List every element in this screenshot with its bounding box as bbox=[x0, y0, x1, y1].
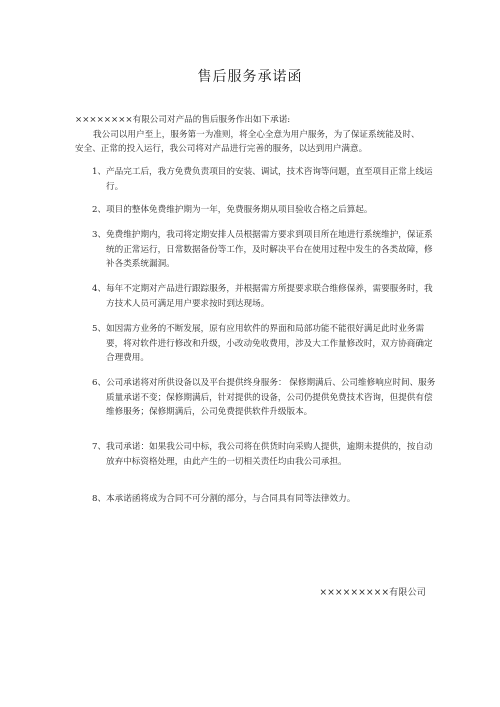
intro-section bbox=[75, 113, 427, 157]
intro-paragraph: 我公司以用户至上，服务第一为准则，将全心全意为用户服务，为了保证系统能及时、安全、正常的投入运行，我公司将对产品进行完善的服务，以达到用户满意。 bbox=[75, 129, 420, 154]
commitment-item bbox=[92, 282, 441, 311]
commitment-item bbox=[92, 203, 441, 218]
item-text: 本承诺函将成为合同不可分割的部分，与合同具有同等法律效力。 bbox=[106, 494, 356, 504]
greeting-line: ××××××××有限公司对产品的售后服务作出如下承诺: bbox=[75, 115, 291, 125]
item-number: 3、 bbox=[92, 230, 107, 240]
commitment-item bbox=[92, 376, 441, 420]
item-number: 2、 bbox=[92, 205, 107, 215]
item-number: 7、 bbox=[92, 442, 107, 452]
item-text: 免费维护期内，我司将定期安排人员根据需方要求到项目所在地进行系统维护，保证系统的正常运行，日常数据备份等工作，及时解决平台在使用过程中发生的各类故障，修补各类系统漏洞。 bbox=[106, 230, 433, 269]
commitment-item bbox=[92, 322, 441, 366]
item-text: 公司承诺将对所供设备以及平台提供终身服务： 保修期满后、公司维修响应时间、服务质量承诺不变；保修期满后，针对提供的设备，公司仍提供免费技术咨询，但提供有偿维修服务；保修期满后，公司免费提供软件升级版本。 bbox=[106, 378, 436, 417]
commitment-item bbox=[92, 165, 441, 194]
commitment-item bbox=[92, 492, 441, 507]
company-signature: ×××××××××有限公司 bbox=[319, 588, 426, 598]
item-text: 项目的整体免费维护期为一年，免费服务期从项目验收合格之后算起。 bbox=[106, 205, 373, 215]
item-text: 我司承诺：如果我公司中标，我公司将在供货时向采购人提供，逾期未提供的，按自动放弃中标资格处理，由此产生的一切相关责任均由我公司承担。 bbox=[106, 442, 433, 467]
item-number: 8、 bbox=[92, 494, 107, 504]
item-number: 1、 bbox=[92, 167, 107, 177]
item-text: 产品完工后，我方免费负责项目的安装、调试，技术咨询等问题，直至项目正常上线运行。 bbox=[106, 167, 433, 192]
document-title: 售后服务承诺函 bbox=[197, 69, 303, 85]
item-text: 如因需方业务的不断发展，原有应用软件的界面和局部功能不能很好满足此时业务需要，将对软件进行修改和升级，小改动免收费用，涉及大工作量修改时，双方协商确定合理费用。 bbox=[106, 324, 433, 363]
item-number: 5、 bbox=[92, 324, 107, 334]
item-text: 每年不定期对产品进行跟踪服务，并根据需方所提要求联合维修保养，需要服务时，我方技术人员可满足用户要求按时到达现场。 bbox=[106, 284, 433, 309]
item-number: 4、 bbox=[92, 284, 107, 294]
commitment-item bbox=[92, 228, 441, 272]
item-number: 6、 bbox=[92, 378, 107, 388]
commitment-item bbox=[92, 440, 441, 469]
